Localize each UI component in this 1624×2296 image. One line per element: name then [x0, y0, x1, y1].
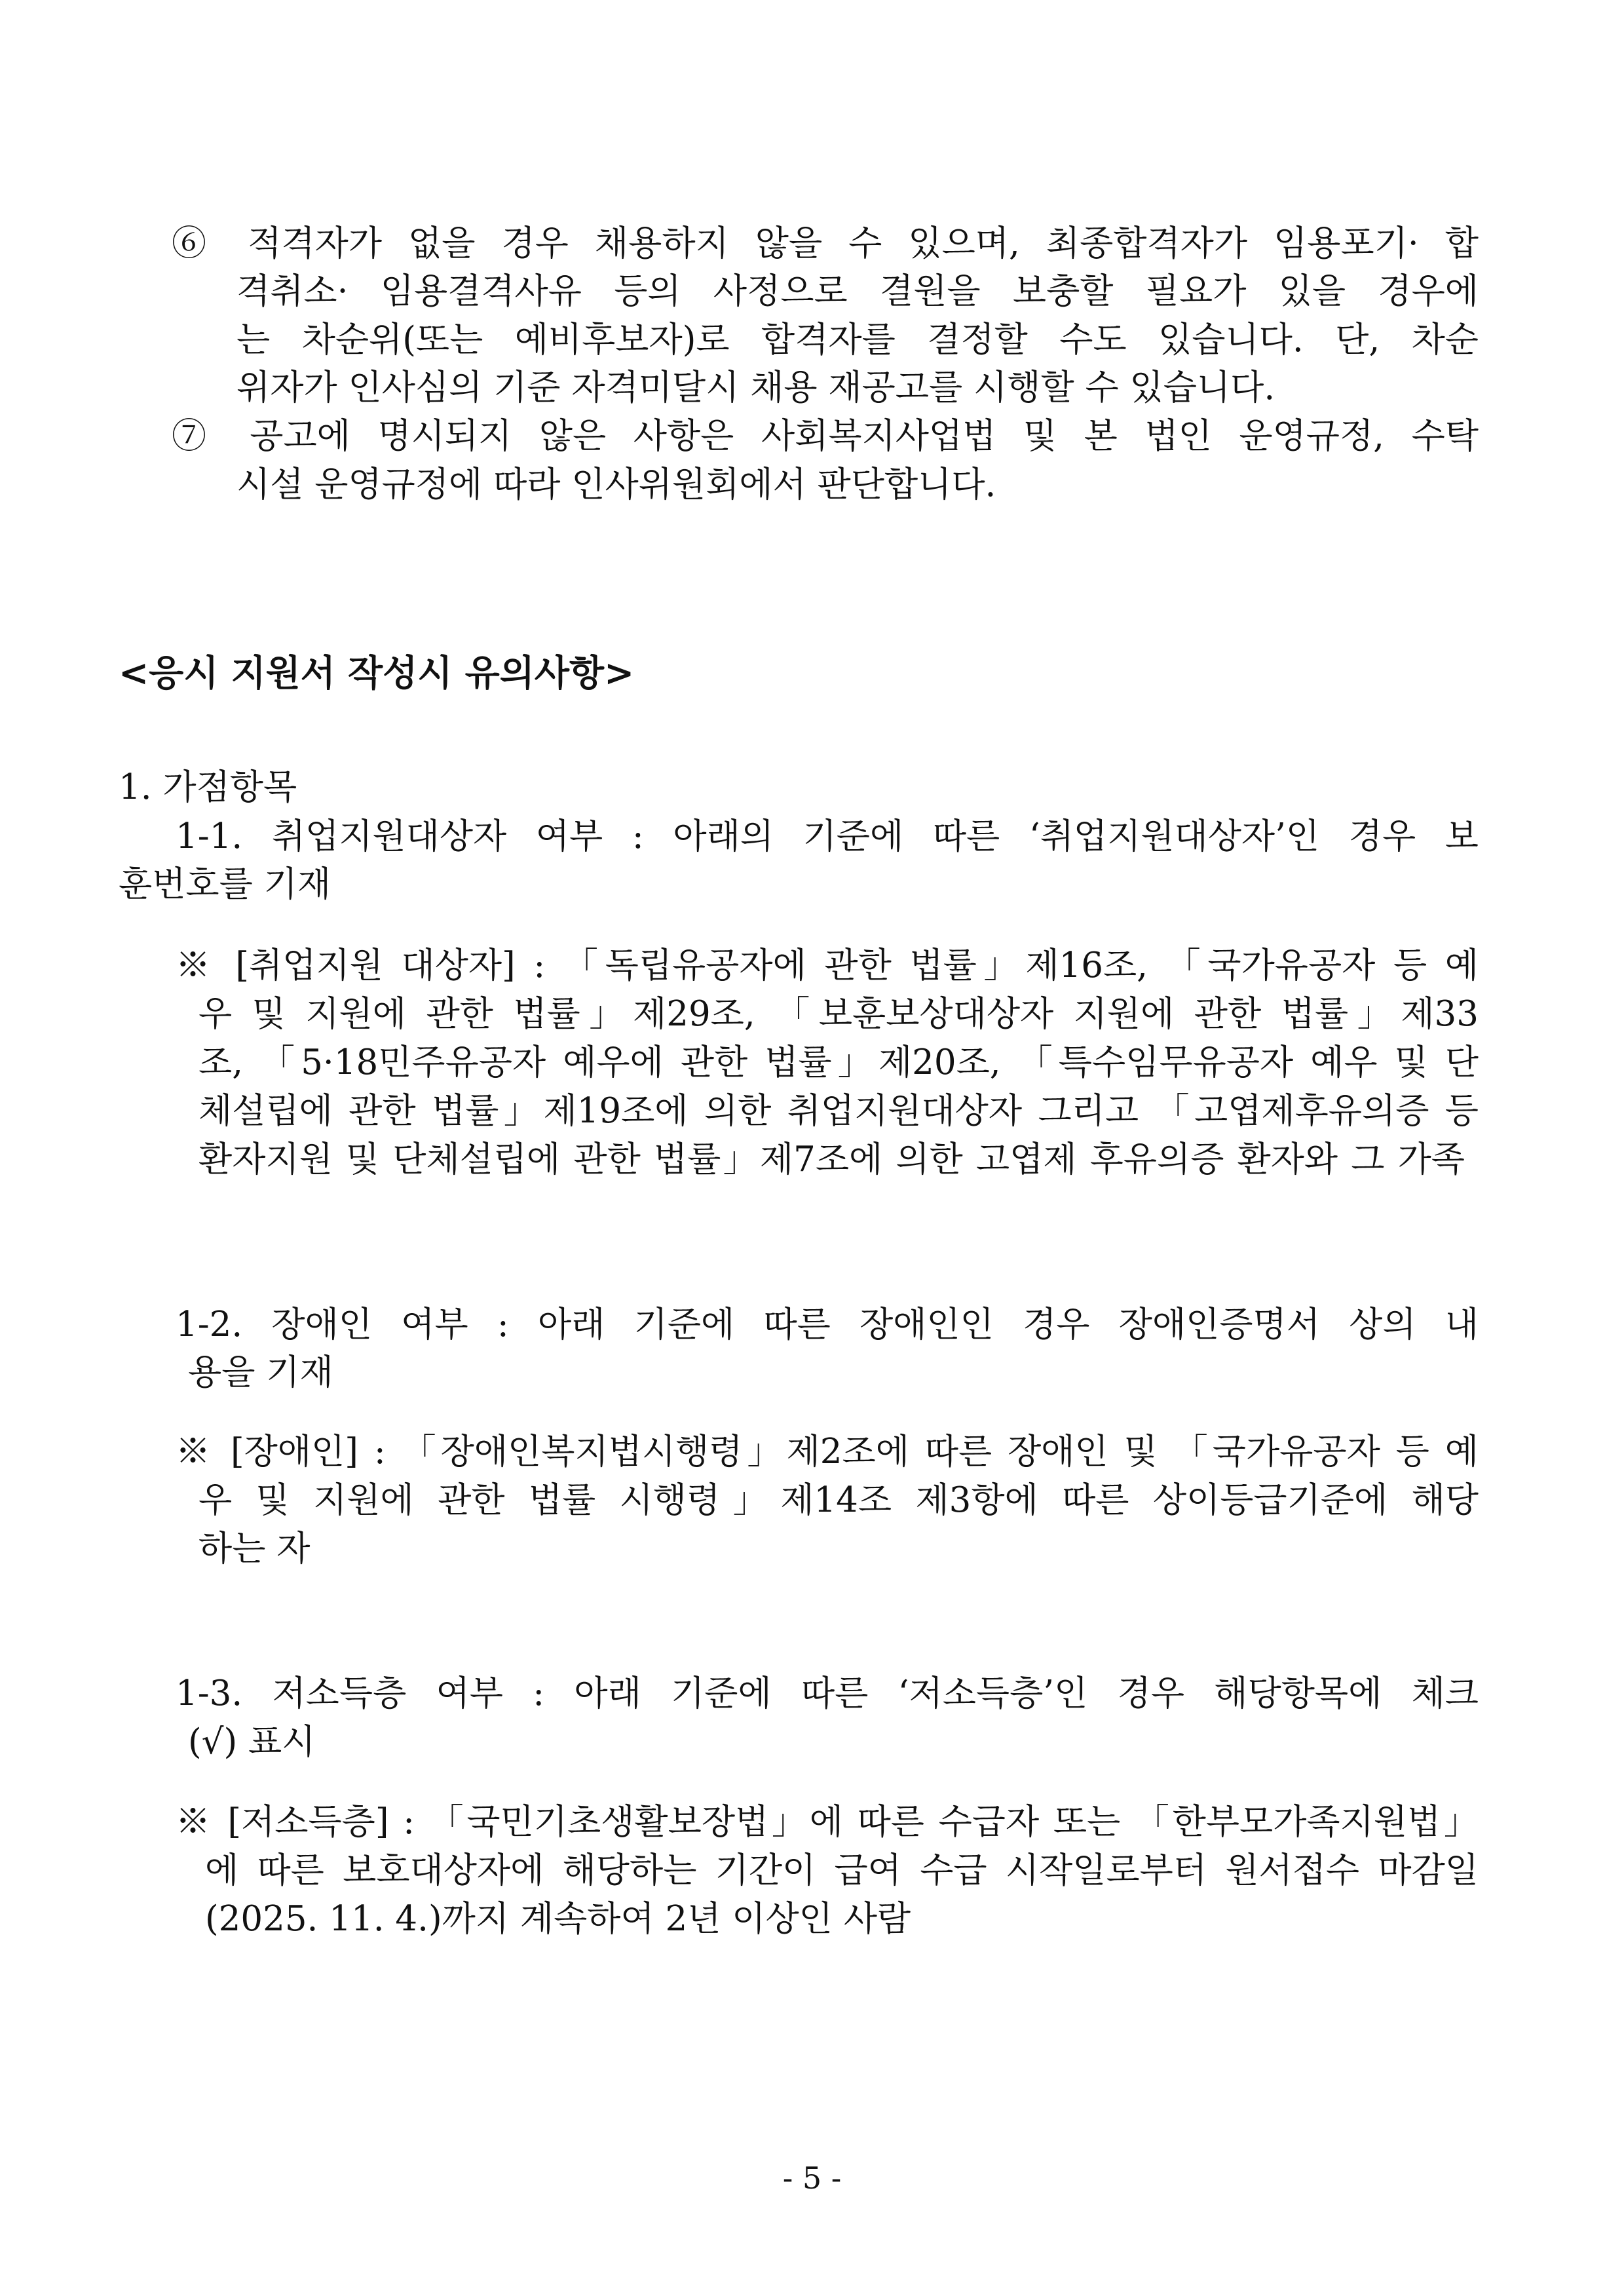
item-1-3-title-line-1: 1-3. 저소득층 여부 : 아래 기준에 따른 ‘저소득층’인 경우 해당항목에 체크: [176, 1674, 1479, 1713]
item-6-line-3: 는 차순위(또는 예비후보자)로 합격자를 결정할 수도 있습니다. 단, 차순: [236, 320, 1479, 360]
item-1-2-title-line-1: 1-2. 장애인 여부 : 아래 기준에 따른 장애인인 경우 장애인증명서 상의 내: [176, 1305, 1479, 1345]
section-1-title: 1. 가점항목: [119, 767, 297, 807]
item-6-line-4: 위자가 인사심의 기준 자격미달시 채용 재공고를 시행할 수 있습니다.: [236, 368, 1275, 408]
item-7-line-1: ⑦ 공고에 명시되지 않은 사항은 사회복지사업법 및 본 법인 운영규정, 수탁: [172, 416, 1479, 456]
item-1-2-note-line-1: ※ [장애인] : 「장애인복지법시행령」제2조에 따른 장애인 및 「국가유공자 등 예: [176, 1432, 1479, 1472]
item-1-1-note-line-4: 체설립에 관한 법률」제19조에 의한 취업지원대상자 그리고 「고엽제후유의증 등: [198, 1091, 1479, 1131]
item-1-2-title-line-2: 용을 기재: [188, 1352, 333, 1392]
item-1-2-note-line-3: 하는 자: [198, 1529, 311, 1569]
item-1-3-title-line-2: (√) 표시: [188, 1722, 316, 1762]
item-1-2-note-line-2: 우 및 지원에 관한 법률 시행령」제14조 제3항에 따른 상이등급기준에 해당: [198, 1480, 1479, 1520]
item-1-3-note-line-2: 에 따른 보호대상자에 해당하는 기간이 급여 수급 시작일로부터 원서접수 마감일: [205, 1850, 1479, 1890]
item-6-line-2: 격취소· 임용결격사유 등의 사정으로 결원을 보충할 필요가 있을 경우에: [236, 271, 1479, 311]
item-1-1-note-line-2: 우 및 지원에 관한 법률」제29조, 「보훈보상대상자 지원에 관한 법률」제33: [198, 994, 1479, 1034]
item-1-1-title-line-2: 훈번호를 기재: [119, 864, 331, 904]
item-7-line-2: 시설 운영규정에 따라 인사위원회에서 판단합니다.: [236, 465, 996, 505]
item-1-3-note-line-3: (2025. 11. 4.)까지 계속하여 2년 이상인 사람: [205, 1899, 911, 1939]
item-1-1-title-line-1: 1-1. 취업지원대상자 여부 : 아래의 기준에 따른 ‘취업지원대상자’인 경우 보: [176, 816, 1479, 856]
page-number: - 5 -: [782, 2160, 842, 2196]
item-1-1-note-line-3: 조, 「5·18민주유공자 예우에 관한 법률」제20조, 「특수임무유공자 예우 및 단: [198, 1043, 1479, 1082]
item-1-1-note-line-1: ※ [취업지원 대상자] : 「독립유공자에 관한 법률」제16조, 「국가유공자 등 예: [176, 946, 1479, 985]
item-1-3-note-line-1: ※ [저소득층] : 「국민기초생활보장법」에 따른 수급자 또는 「한부모가족지원법」: [176, 1802, 1479, 1842]
item-6-line-1: ⑥ 적격자가 없을 경우 채용하지 않을 수 있으며, 최종합격자가 임용포기· 합: [172, 223, 1479, 263]
item-1-1-note-line-5: 환자지원 및 단체설립에 관한 법률」제7조에 의한 고엽제 후유의증 환자와 그 가족: [198, 1139, 1465, 1179]
section-heading: <응시 지원서 작성시 유의사항>: [119, 651, 635, 694]
